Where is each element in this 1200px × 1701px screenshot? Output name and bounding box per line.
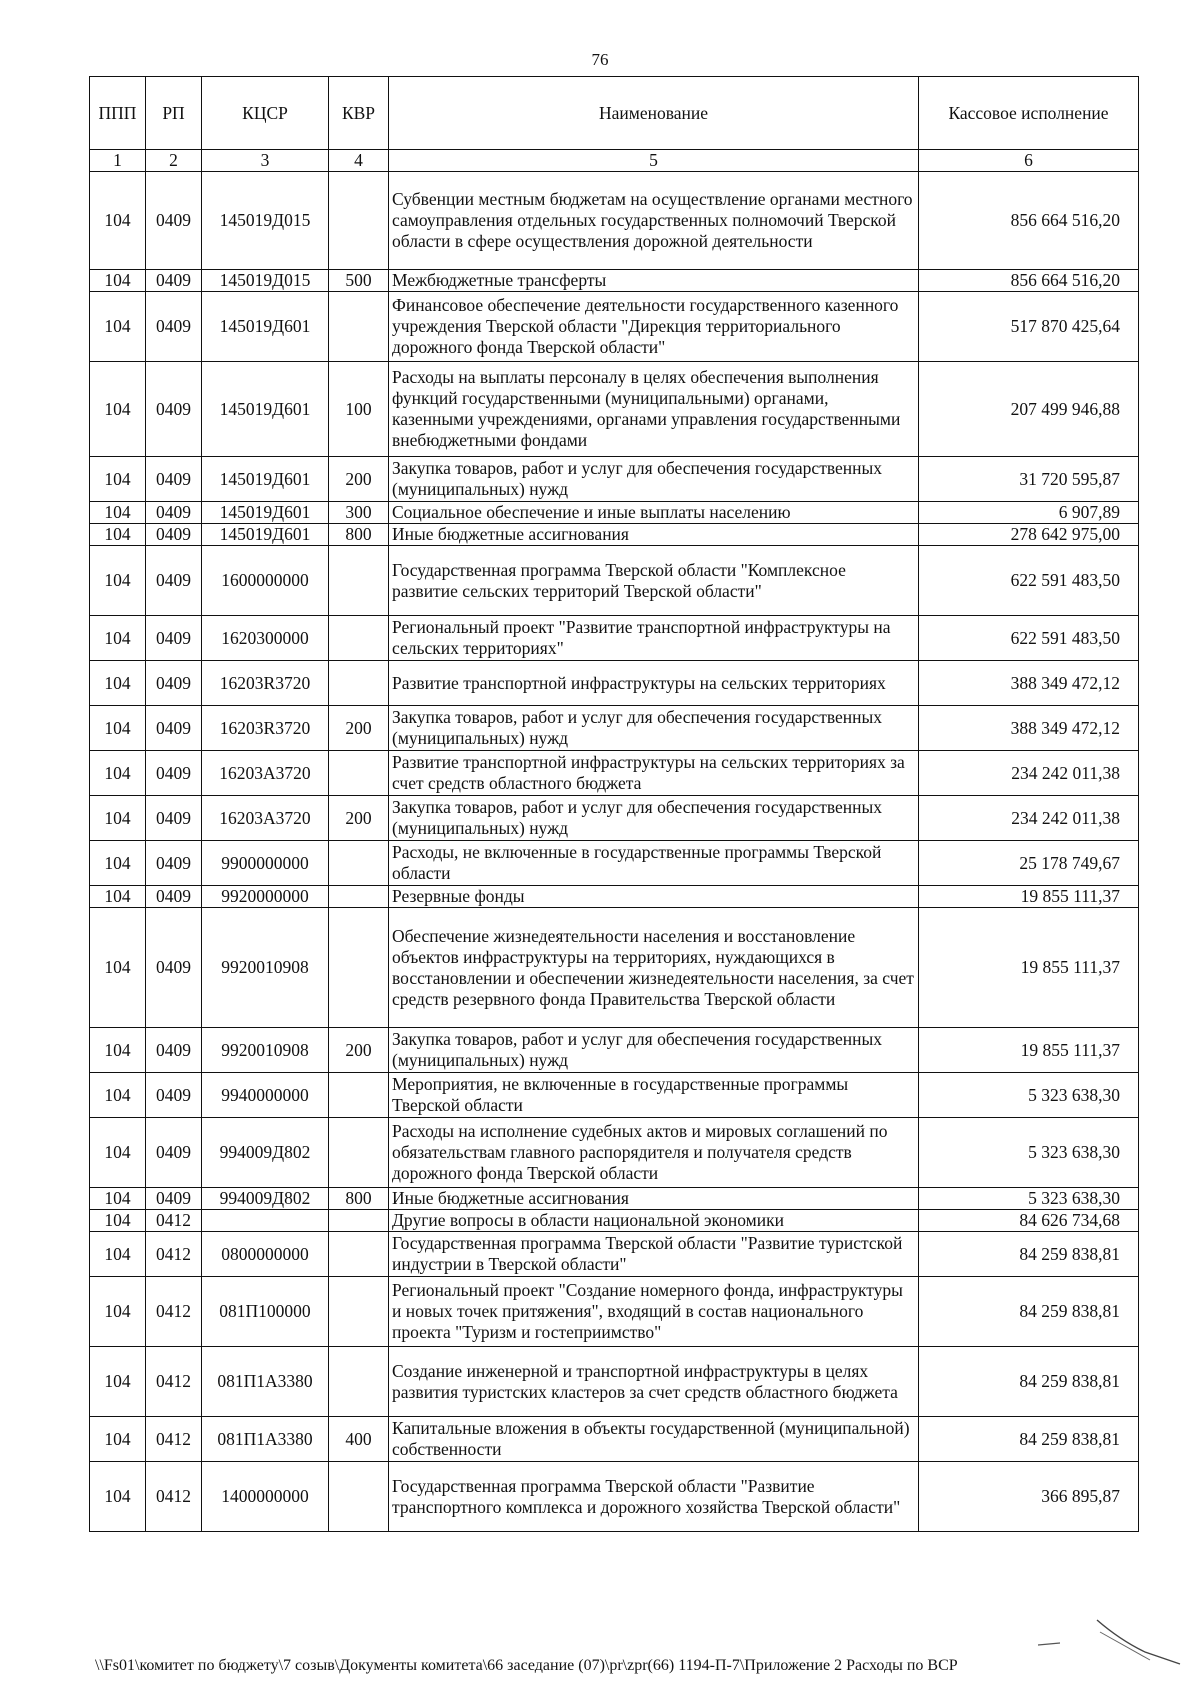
page-number: 76 bbox=[591, 50, 609, 69]
cell-amount: 622 591 483,50 bbox=[919, 616, 1139, 661]
cell-kvr: 400 bbox=[329, 1417, 389, 1462]
cell-rp: 0409 bbox=[146, 1188, 202, 1210]
cell-kcsr: 145019Д601 bbox=[202, 362, 329, 457]
cell-amount: 366 895,87 bbox=[919, 1462, 1139, 1532]
cell-kcsr: 1600000000 bbox=[202, 546, 329, 616]
cell-amount: 278 642 975,00 bbox=[919, 524, 1139, 546]
column-number: 3 bbox=[202, 150, 329, 172]
cell-amount: 19 855 111,37 bbox=[919, 886, 1139, 908]
cell-name: Развитие транспортной инфраструктуры на сельских территориях за счет средств областного бюджета bbox=[389, 751, 919, 796]
cell-amount: 517 870 425,64 bbox=[919, 292, 1139, 362]
cell-ppp: 104 bbox=[90, 1028, 146, 1073]
cell-ppp: 104 bbox=[90, 1188, 146, 1210]
column-number: 2 bbox=[146, 150, 202, 172]
cell-amount: 84 259 838,81 bbox=[919, 1347, 1139, 1417]
cell-kcsr: 145019Д601 bbox=[202, 502, 329, 524]
cell-rp: 0409 bbox=[146, 841, 202, 886]
cell-kcsr: 16203R3720 bbox=[202, 661, 329, 706]
cell-kcsr: 16203А3720 bbox=[202, 751, 329, 796]
cell-name: Капитальные вложения в объекты государственной (муниципальной) собственности bbox=[389, 1417, 919, 1462]
cell-name: Государственная программа Тверской области "Развитие транспортного комплекса и дорожного хозяйства Тверской области" bbox=[389, 1462, 919, 1532]
cell-kvr: 200 bbox=[329, 706, 389, 751]
cell-kcsr: 16203R3720 bbox=[202, 706, 329, 751]
cell-name: Закупка товаров, работ и услуг для обеспечения государственных (муниципальных) нужд bbox=[389, 1028, 919, 1073]
cell-rp: 0409 bbox=[146, 502, 202, 524]
cell-rp: 0409 bbox=[146, 616, 202, 661]
cell-ppp: 104 bbox=[90, 292, 146, 362]
cell-ppp: 104 bbox=[90, 841, 146, 886]
cell-kcsr: 9940000000 bbox=[202, 1073, 329, 1118]
cell-kcsr: 9900000000 bbox=[202, 841, 329, 886]
cell-ppp: 104 bbox=[90, 457, 146, 502]
cell-kvr: 800 bbox=[329, 524, 389, 546]
column-number: 4 bbox=[329, 150, 389, 172]
cell-ppp: 104 bbox=[90, 908, 146, 1028]
header-kvr: КВР bbox=[329, 77, 389, 150]
cell-ppp: 104 bbox=[90, 362, 146, 457]
cell-name: Другие вопросы в области национальной экономики bbox=[389, 1210, 919, 1232]
header-rp: РП bbox=[146, 77, 202, 150]
cell-ppp: 104 bbox=[90, 546, 146, 616]
cell-name: Региональный проект "Создание номерного фонда, инфраструктуры и новых точек притяжения", входящий в состав национального проекта "Туризм и гостеприимство" bbox=[389, 1277, 919, 1347]
cell-amount: 19 855 111,37 bbox=[919, 908, 1139, 1028]
cell-rp: 0409 bbox=[146, 751, 202, 796]
cell-name: Межбюджетные трансферты bbox=[389, 270, 919, 292]
cell-rp: 0409 bbox=[146, 524, 202, 546]
cell-kcsr: 994009Д802 bbox=[202, 1188, 329, 1210]
cell-name: Государственная программа Тверской области "Развитие туристской индустрии в Тверской области" bbox=[389, 1232, 919, 1277]
cell-rp: 0409 bbox=[146, 1073, 202, 1118]
cell-ppp: 104 bbox=[90, 1417, 146, 1462]
cell-amount: 622 591 483,50 bbox=[919, 546, 1139, 616]
cell-ppp: 104 bbox=[90, 1210, 146, 1232]
cell-kcsr: 145019Д015 bbox=[202, 172, 329, 270]
cell-kcsr: 994009Д802 bbox=[202, 1118, 329, 1188]
cell-kcsr: 9920000000 bbox=[202, 886, 329, 908]
header-kcsr: КЦСР bbox=[202, 77, 329, 150]
cell-name: Закупка товаров, работ и услуг для обеспечения государственных (муниципальных) нужд bbox=[389, 796, 919, 841]
cell-kcsr: 9920010908 bbox=[202, 1028, 329, 1073]
cell-rp: 0409 bbox=[146, 908, 202, 1028]
cell-name: Финансовое обеспечение деятельности государственного казенного учреждения Тверской области "Дирекция территориального дорожного фонда Тверской области" bbox=[389, 292, 919, 362]
cell-name: Расходы на исполнение судебных актов и мировых соглашений по обязательствам главного распорядителя и получателя средств дорожного фонда Тверской области bbox=[389, 1118, 919, 1188]
cell-kvr: 300 bbox=[329, 502, 389, 524]
cell-ppp: 104 bbox=[90, 1347, 146, 1417]
cell-name: Государственная программа Тверской области "Комплексное развитие сельских территорий Тверской области" bbox=[389, 546, 919, 616]
cell-name: Обеспечение жизнедеятельности населения и восстановление объектов инфраструктуры на территориях, нуждающихся в восстановлении и обеспечении жизнедеятельности населения, за счет средств резервного фонда Правительства Тверской области bbox=[389, 908, 919, 1028]
cell-amount: 207 499 946,88 bbox=[919, 362, 1139, 457]
cell-amount: 856 664 516,20 bbox=[919, 172, 1139, 270]
column-number: 1 bbox=[90, 150, 146, 172]
cell-rp: 0409 bbox=[146, 706, 202, 751]
cell-ppp: 104 bbox=[90, 886, 146, 908]
header-ppp: ППП bbox=[90, 77, 146, 150]
cell-kcsr: 1400000000 bbox=[202, 1462, 329, 1532]
column-number: 6 bbox=[919, 150, 1139, 172]
cell-name: Закупка товаров, работ и услуг для обеспечения государственных (муниципальных) нужд bbox=[389, 706, 919, 751]
cell-rp: 0412 bbox=[146, 1417, 202, 1462]
cell-amount: 234 242 011,38 bbox=[919, 751, 1139, 796]
cell-rp: 0409 bbox=[146, 661, 202, 706]
cell-ppp: 104 bbox=[90, 1277, 146, 1347]
cell-name: Субвенции местным бюджетам на осуществление органами местного самоуправления отдельных государственных полномочий Тверской области в сфере осуществления дорожной деятельности bbox=[389, 172, 919, 270]
cell-name: Резервные фонды bbox=[389, 886, 919, 908]
cell-ppp: 104 bbox=[90, 172, 146, 270]
cell-kvr: 200 bbox=[329, 796, 389, 841]
cell-amount: 5 323 638,30 bbox=[919, 1073, 1139, 1118]
cell-amount: 31 720 595,87 bbox=[919, 457, 1139, 502]
cell-amount: 6 907,89 bbox=[919, 502, 1139, 524]
cell-name: Расходы на выплаты персоналу в целях обеспечения выполнения функций государственными (муниципальными) органами, казенными учреждениями, органами управления государственными внебюджетными фондами bbox=[389, 362, 919, 457]
cell-kcsr: 081П100000 bbox=[202, 1277, 329, 1347]
cell-ppp: 104 bbox=[90, 661, 146, 706]
cell-name: Иные бюджетные ассигнования bbox=[389, 1188, 919, 1210]
cell-kcsr: 16203А3720 bbox=[202, 796, 329, 841]
cell-amount: 234 242 011,38 bbox=[919, 796, 1139, 841]
cell-rp: 0412 bbox=[146, 1232, 202, 1277]
cell-ppp: 104 bbox=[90, 1232, 146, 1277]
cell-rp: 0409 bbox=[146, 172, 202, 270]
cell-kvr: 800 bbox=[329, 1188, 389, 1210]
cell-name: Региональный проект "Развитие транспортной инфраструктуры на сельских территориях" bbox=[389, 616, 919, 661]
cell-kcsr: 081П1А3380 bbox=[202, 1417, 329, 1462]
cell-rp: 0412 bbox=[146, 1347, 202, 1417]
cell-rp: 0409 bbox=[146, 457, 202, 502]
cell-ppp: 104 bbox=[90, 524, 146, 546]
cell-amount: 856 664 516,20 bbox=[919, 270, 1139, 292]
cell-kvr: 200 bbox=[329, 1028, 389, 1073]
cell-kvr: 100 bbox=[329, 362, 389, 457]
cell-ppp: 104 bbox=[90, 270, 146, 292]
header-name: Наименование bbox=[389, 77, 919, 150]
cell-rp: 0409 bbox=[146, 1118, 202, 1188]
cell-amount: 25 178 749,67 bbox=[919, 841, 1139, 886]
column-number: 5 bbox=[389, 150, 919, 172]
footer-file-path: \\Fs01\комитет по бюджету\7 созыв\Документы комитета\66 заседание (07)\pr\zpr(66) 1194-П-7\Приложение 2 Расходы по ВСР bbox=[95, 1657, 958, 1674]
cell-rp: 0409 bbox=[146, 292, 202, 362]
cell-amount: 19 855 111,37 bbox=[919, 1028, 1139, 1073]
cell-name: Развитие транспортной инфраструктуры на сельских территориях bbox=[389, 661, 919, 706]
cell-name: Иные бюджетные ассигнования bbox=[389, 524, 919, 546]
cell-amount: 5 323 638,30 bbox=[919, 1118, 1139, 1188]
cell-name: Расходы, не включенные в государственные программы Тверской области bbox=[389, 841, 919, 886]
cell-kcsr: 145019Д601 bbox=[202, 524, 329, 546]
cell-rp: 0409 bbox=[146, 362, 202, 457]
cell-rp: 0409 bbox=[146, 1028, 202, 1073]
cell-kcsr: 145019Д601 bbox=[202, 292, 329, 362]
cell-kcsr: 081П1А3380 bbox=[202, 1347, 329, 1417]
cell-kcsr: 145019Д015 bbox=[202, 270, 329, 292]
cell-ppp: 104 bbox=[90, 706, 146, 751]
cell-ppp: 104 bbox=[90, 751, 146, 796]
cell-name: Создание инженерной и транспортной инфраструктуры в целях развития туристских кластеров за счет средств областного бюджета bbox=[389, 1347, 919, 1417]
cell-ppp: 104 bbox=[90, 502, 146, 524]
cell-name: Закупка товаров, работ и услуг для обеспечения государственных (муниципальных) нужд bbox=[389, 457, 919, 502]
cell-kcsr: 145019Д601 bbox=[202, 457, 329, 502]
cell-amount: 388 349 472,12 bbox=[919, 661, 1139, 706]
cell-amount: 84 259 838,81 bbox=[919, 1232, 1139, 1277]
cell-rp: 0412 bbox=[146, 1277, 202, 1347]
cell-kcsr: 9920010908 bbox=[202, 908, 329, 1028]
cell-ppp: 104 bbox=[90, 1118, 146, 1188]
cell-ppp: 104 bbox=[90, 616, 146, 661]
cell-amount: 84 259 838,81 bbox=[919, 1277, 1139, 1347]
cell-rp: 0412 bbox=[146, 1210, 202, 1232]
cell-kcsr: 1620300000 bbox=[202, 616, 329, 661]
cell-amount: 84 626 734,68 bbox=[919, 1210, 1139, 1232]
cell-name: Социальное обеспечение и иные выплаты населению bbox=[389, 502, 919, 524]
cell-amount: 388 349 472,12 bbox=[919, 706, 1139, 751]
cell-ppp: 104 bbox=[90, 1073, 146, 1118]
cell-ppp: 104 bbox=[90, 1462, 146, 1532]
cell-rp: 0409 bbox=[146, 886, 202, 908]
cell-ppp: 104 bbox=[90, 796, 146, 841]
cell-name: Мероприятия, не включенные в государственные программы Тверской области bbox=[389, 1073, 919, 1118]
cell-kvr: 200 bbox=[329, 457, 389, 502]
cell-rp: 0409 bbox=[146, 796, 202, 841]
cell-rp: 0409 bbox=[146, 546, 202, 616]
cell-amount: 5 323 638,30 bbox=[919, 1188, 1139, 1210]
cell-amount: 84 259 838,81 bbox=[919, 1417, 1139, 1462]
cell-rp: 0409 bbox=[146, 270, 202, 292]
cell-kcsr: 0800000000 bbox=[202, 1232, 329, 1277]
header-amount: Кассовое исполнение bbox=[919, 77, 1139, 150]
cell-kvr: 500 bbox=[329, 270, 389, 292]
cell-rp: 0412 bbox=[146, 1462, 202, 1532]
